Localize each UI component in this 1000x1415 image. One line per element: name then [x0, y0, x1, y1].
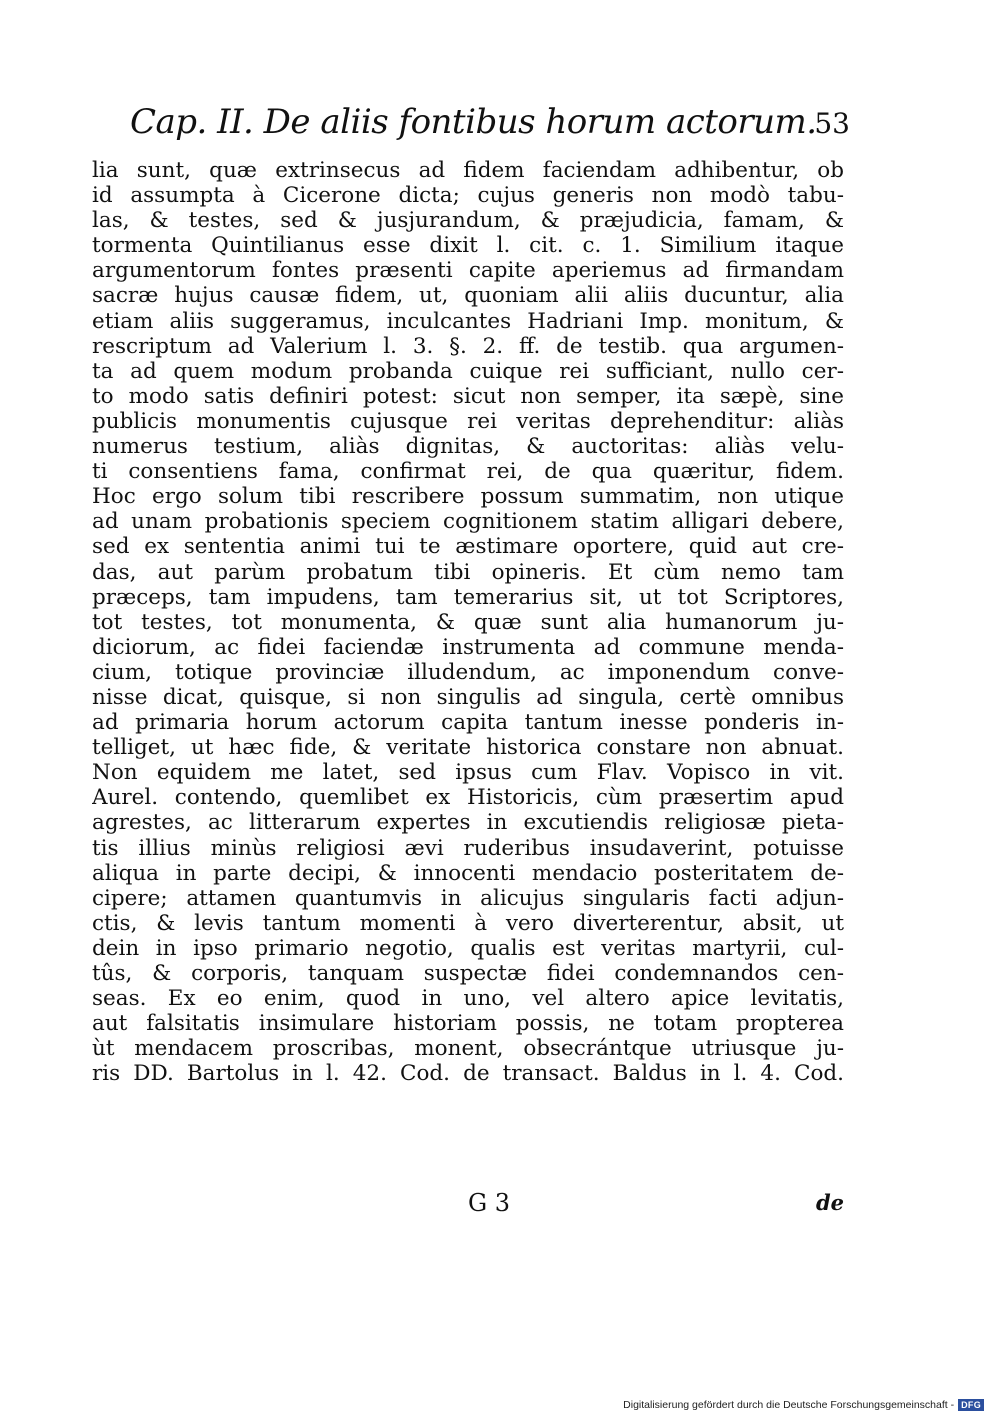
page-number: 53	[814, 107, 850, 140]
digitization-credit	[623, 1398, 984, 1412]
text-line: agrestes, ac litterarum expertes in excutiendis religiosæ pieta-	[92, 810, 844, 836]
text-line: seas. Ex eo enim, quod in uno, vel altero apice levitatis,	[92, 986, 844, 1012]
text-line: rescriptum ad Valerium l. 3. §. 2. ff. de testib. qua argumen-	[92, 333, 844, 359]
body-text	[92, 158, 844, 1086]
page-foot	[92, 1188, 844, 1218]
dfg-logo: DFG	[958, 1399, 984, 1411]
text-line: ùt mendacem proscribas, monent, obsecrántque utriusque ju-	[92, 1036, 844, 1062]
text-line: præceps, tam impudens, tam temerarius sit, ut tot Scriptores,	[92, 584, 844, 610]
text-line: nisse dicat, quisque, si non singulis ad singula, certè omnibus	[92, 684, 844, 710]
text-line: Aurel. contendo, quemlibet ex Historicis, cùm præsertim apud	[92, 785, 844, 811]
text-line: ad primaria horum actorum capita tantum inesse ponderis in-	[92, 710, 844, 736]
text-line: tormenta Quintilianus esse dixit l. cit. c. 1. Similium itaque	[92, 233, 844, 259]
text-line: ti consentiens fama, confirmat rei, de qua quæritur, fidem.	[92, 459, 844, 485]
text-line: id assumpta à Cicerone dicta; cujus generis non modò tabu-	[92, 183, 844, 209]
text-line: sed ex sententia animi tui te æstimare oportere, quid aut cre-	[92, 534, 844, 560]
text-line: dein in ipso primario negotio, qualis est veritas martyrii, cul-	[92, 935, 844, 961]
text-line: Non equidem me latet, sed ipsus cum Flav. Vopisco in vit.	[92, 760, 844, 786]
text-line: etiam aliis suggeramus, inculcantes Hadriani Imp. monitum, &	[92, 308, 844, 334]
text-line: ris DD. Bartolus in l. 42. Cod. de transact. Baldus in l. 4. Cod.	[92, 1061, 844, 1087]
text-line: publicis monumentis cujusque rei veritas deprehenditur: aliàs	[92, 408, 844, 434]
text-line: telliget, ut hæc fide, & veritate historica constare non abnuat.	[92, 735, 844, 761]
text-line: aliqua in parte decipi, & innocenti mendacio posteritatem de-	[92, 860, 844, 886]
text-line: to modo satis definiri potest: sicut non semper, ita sæpè, sine	[92, 383, 844, 409]
digitization-credit-text: Digitalisierung gefördert durch die Deutsche Forschungsgemeinschaft -	[623, 1399, 955, 1411]
text-line: argumentorum fontes præsenti capite aperiemus ad firmandam	[92, 258, 844, 284]
text-line: ad unam probationis speciem cognitionem statim alligari debere,	[92, 509, 844, 535]
catchword: de	[815, 1190, 844, 1215]
text-line: ta ad quem modum probanda cuique rei sufficiant, nullo cer-	[92, 358, 844, 384]
text-line: ctis, & levis tantum momenti à vero diverterentur, absit, ut	[92, 910, 844, 936]
text-line: tis illius minùs religiosi ævi ruderibus insudaverint, potuisse	[92, 835, 844, 861]
text-line: sacræ hujus causæ fidem, ut, quoniam alii aliis ducuntur, alia	[92, 283, 844, 309]
page-header	[130, 96, 850, 148]
text-line: diciorum, ac fidei faciendæ instrumenta ad commune menda-	[92, 634, 844, 660]
text-line: Hoc ergo solum tibi rescribere possum summatim, non utique	[92, 484, 844, 510]
text-line: aut falsitatis insimulare historiam possis, ne totam propterea	[92, 1011, 844, 1037]
text-line: numerus testium, aliàs dignitas, & auctoritas: aliàs velu-	[92, 434, 844, 460]
text-line: cipere; attamen quantumvis in alicujus singularis facti adjun-	[92, 885, 844, 911]
running-head: Cap. II. De aliis fontibus horum actorum.	[130, 102, 817, 142]
text-line: tot testes, tot monumenta, & quæ sunt alia humanorum ju-	[92, 609, 844, 635]
signature-mark: G 3	[468, 1189, 511, 1217]
text-line: cium, totique provinciæ illudendum, ac imponendum conve-	[92, 659, 844, 685]
text-line: das, aut parùm probatum tibi opineris. Et cùm nemo tam	[92, 559, 844, 585]
text-line: las, & testes, sed & jusjurandum, & præjudicia, famam, &	[92, 208, 844, 234]
text-line: lia sunt, quæ extrinsecus ad fidem faciendam adhibentur, ob	[92, 158, 844, 183]
text-line: tûs, & corporis, tanquam suspectæ fidei condemnandos cen-	[92, 961, 844, 986]
